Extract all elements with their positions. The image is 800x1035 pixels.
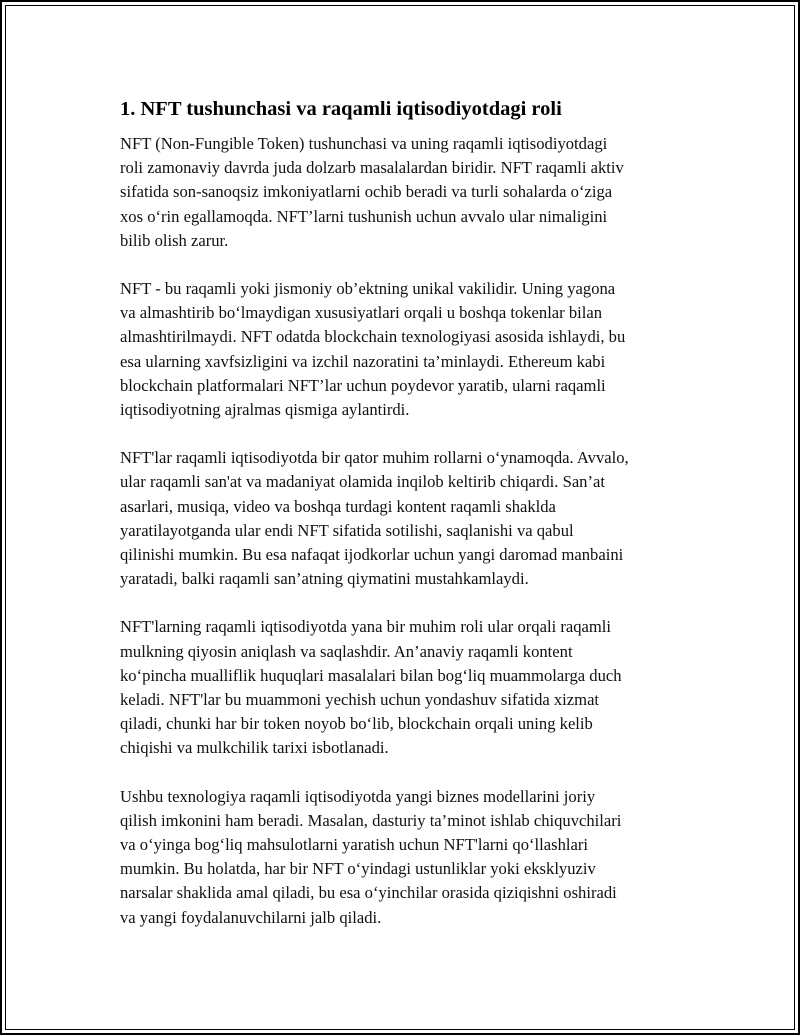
text-line: keladi. NFT'lar bu muammoni yechish uchun yondashuv sifatida xizmat xyxy=(120,690,600,710)
text-line: va yangi foydalanuvchilarni jalb qiladi. xyxy=(120,907,382,927)
text-line: ko‘pincha mualliflik huquqlari masalalari bilan bog‘liq muammolarga duch xyxy=(120,665,622,685)
text-line: sifatida son-sanoqsiz imkoniyatlarni ochib beradi va turli sohalarda o‘ziga xyxy=(120,182,613,202)
text-line: mumkin. Bu holatda, har bir NFT o‘yindagi ustunliklar yoki eksklyuziv xyxy=(120,859,596,879)
text-line: yaratadi, balki raqamli san’atning qiymatini mustahkamlaydi. xyxy=(120,569,529,589)
text-line: asarlari, musiqa, video va boshqa turdagi kontent raqamli shaklda xyxy=(120,496,556,516)
text-line: blockchain platformalari NFT’lar uchun poydevor yaratib, ularni raqamli xyxy=(120,375,606,395)
text-line: narsalar shaklida amal qiladi, bu esa o‘yinchilar orasida qiziqishni oshiradi xyxy=(120,883,617,903)
text-line: iqtisodiyotning ajralmas qismiga aylantirdi. xyxy=(120,400,410,420)
text-line: ular raqamli san'at va madaniyat olamida inqilob keltirib chiqardi. San’at xyxy=(120,472,605,492)
paragraph-2 xyxy=(120,277,710,422)
document-body xyxy=(120,96,710,954)
text-line: roli zamonaviy davrda juda dolzarb masalalardan biridir. NFT raqamli aktiv xyxy=(120,158,624,178)
paragraph-5 xyxy=(120,785,710,930)
text-line: yaratilayotganda ular endi NFT sifatida sotilishi, saqlanishi va qabul xyxy=(120,520,574,540)
text-line: NFT'lar raqamli iqtisodiyotda bir qator muhim rollarni o‘ynamoqda. Avvalo, xyxy=(120,448,629,468)
text-line: bilib olish zarur. xyxy=(120,230,229,250)
paragraph-3 xyxy=(120,446,710,591)
text-line: va almashtirib bo‘lmaydigan xususiyatlari orqali u boshqa tokenlar bilan xyxy=(120,303,603,323)
text-line: qilish imkonini ham beradi. Masalan, dasturiy ta’minot ishlab chiquvchilari xyxy=(120,810,622,830)
text-line: NFT - bu raqamli yoki jismoniy ob’ektning unikal vakilidir. Uning yagona xyxy=(120,279,616,299)
paragraph-1 xyxy=(120,132,710,253)
section-heading: 1. NFT tushunchasi va raqamli iqtisodiyotdagi roli xyxy=(120,98,562,120)
text-line: Ushbu texnologiya raqamli iqtisodiyotda yangi biznes modellarini joriy xyxy=(120,786,596,806)
text-line: mulkning qiyosin aniqlash va saqlashdir. An’anaviy raqamli kontent xyxy=(120,641,573,661)
text-line: almashtirilmaydi. NFT odatda blockchain texnologiyasi asosida ishlaydi, bu xyxy=(120,327,626,347)
text-line: NFT (Non-Fungible Token) tushunchasi va uning raqamli iqtisodiyotdagi xyxy=(120,134,608,153)
text-line: xos o‘rin egallamoqda. NFT’larni tushunish uchun avvalo ular nimaligini xyxy=(120,206,608,226)
text-line: va o‘yinga bog‘liq mahsulotlarni yaratish uchun NFT'larni qo‘llashlari xyxy=(120,835,588,855)
text-line: qilinishi mumkin. Bu esa nafaqat ijodkorlar uchun yangi daromad manbaini xyxy=(120,545,624,565)
text-line: qiladi, chunki har bir token noyob bo‘lib, blockchain orqali uning kelib xyxy=(120,714,593,734)
paragraph-4 xyxy=(120,615,710,760)
text-line: esa ularning xavfsizligini va izchil nazoratini ta’minlaydi. Ethereum kabi xyxy=(120,351,606,371)
text-line: NFT'larning raqamli iqtisodiyotda yana bir muhim roli ular orqali raqamli xyxy=(120,617,612,637)
text-line: chiqishi va mulkchilik tarixi isbotlanadi. xyxy=(120,738,389,758)
